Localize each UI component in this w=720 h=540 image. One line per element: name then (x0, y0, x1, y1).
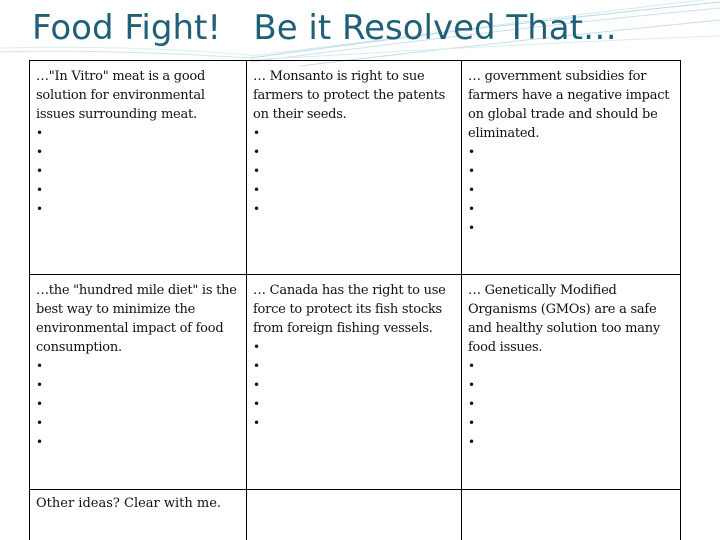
bullet-point: • (468, 435, 476, 449)
bullet-point: • (468, 145, 476, 159)
resolution-cell[interactable] (247, 275, 462, 490)
bullet-point: • (36, 397, 44, 411)
bullet-list (253, 338, 457, 433)
bullet-point: • (36, 359, 44, 373)
bullet-point: • (468, 164, 476, 178)
resolution-cell[interactable] (462, 61, 681, 275)
resolution-text: … Genetically Modified Organisms (GMOs) are a safe and healthy solution too many food issues. (468, 283, 660, 355)
table-row (30, 490, 681, 540)
bullet-point: • (36, 435, 44, 449)
bullet-point: • (468, 359, 476, 373)
bullet-point: • (468, 416, 476, 430)
bullet-point: • (253, 416, 261, 430)
resolution-text: … Canada has the right to use force to protect its fish stocks from foreign fishing vessels. (253, 283, 446, 336)
empty-cell[interactable] (247, 490, 462, 540)
bullet-list (468, 357, 676, 452)
resolutions-table (29, 60, 681, 540)
bullet-point: • (468, 202, 476, 216)
bullet-point: • (253, 202, 261, 216)
bullet-point: • (468, 221, 476, 235)
bullet-point: • (36, 164, 44, 178)
table-row (30, 275, 681, 490)
bullet-point: • (36, 183, 44, 197)
resolution-text: … government subsidies for farmers have a negative impact on global trade and should be eliminated. (468, 69, 670, 141)
bullet-point: • (468, 397, 476, 411)
bullet-point: • (253, 126, 261, 140)
empty-cell[interactable] (462, 490, 681, 540)
bullet-point: • (253, 164, 261, 178)
bullet-point: • (36, 416, 44, 430)
bullet-list (36, 124, 242, 219)
bullet-list (253, 124, 457, 219)
resolution-cell[interactable] (247, 61, 462, 275)
bullet-point: • (36, 126, 44, 140)
resolution-text: … Monsanto is right to sue farmers to protect the patents on their seeds. (253, 69, 446, 122)
bullet-point: • (36, 145, 44, 159)
resolution-text: …"In Vitro" meat is a good solution for environmental issues surrounding meat. (36, 69, 206, 122)
bullet-point: • (253, 378, 261, 392)
bullet-point: • (253, 359, 261, 373)
bullet-point: • (36, 202, 44, 216)
bullet-point: • (468, 378, 476, 392)
bullet-point: • (468, 183, 476, 197)
bullet-point: • (253, 183, 261, 197)
bullet-point: • (253, 340, 261, 354)
resolution-text: …the "hundred mile diet" is the best way to minimize the environmental impact of food consumption. (36, 283, 237, 355)
resolution-cell[interactable] (30, 61, 247, 275)
bullet-list (468, 143, 676, 238)
bullet-list (36, 357, 242, 452)
resolution-cell[interactable] (30, 275, 247, 490)
table-row (30, 61, 681, 275)
bullet-point: • (253, 145, 261, 159)
resolution-cell[interactable] (462, 275, 681, 490)
slide-title: Food Fight! Be it Resolved That… (32, 8, 617, 48)
bullet-point: • (253, 397, 261, 411)
bullet-point: • (36, 378, 44, 392)
other-ideas-cell[interactable]: Other ideas? Clear with me. (30, 490, 247, 540)
